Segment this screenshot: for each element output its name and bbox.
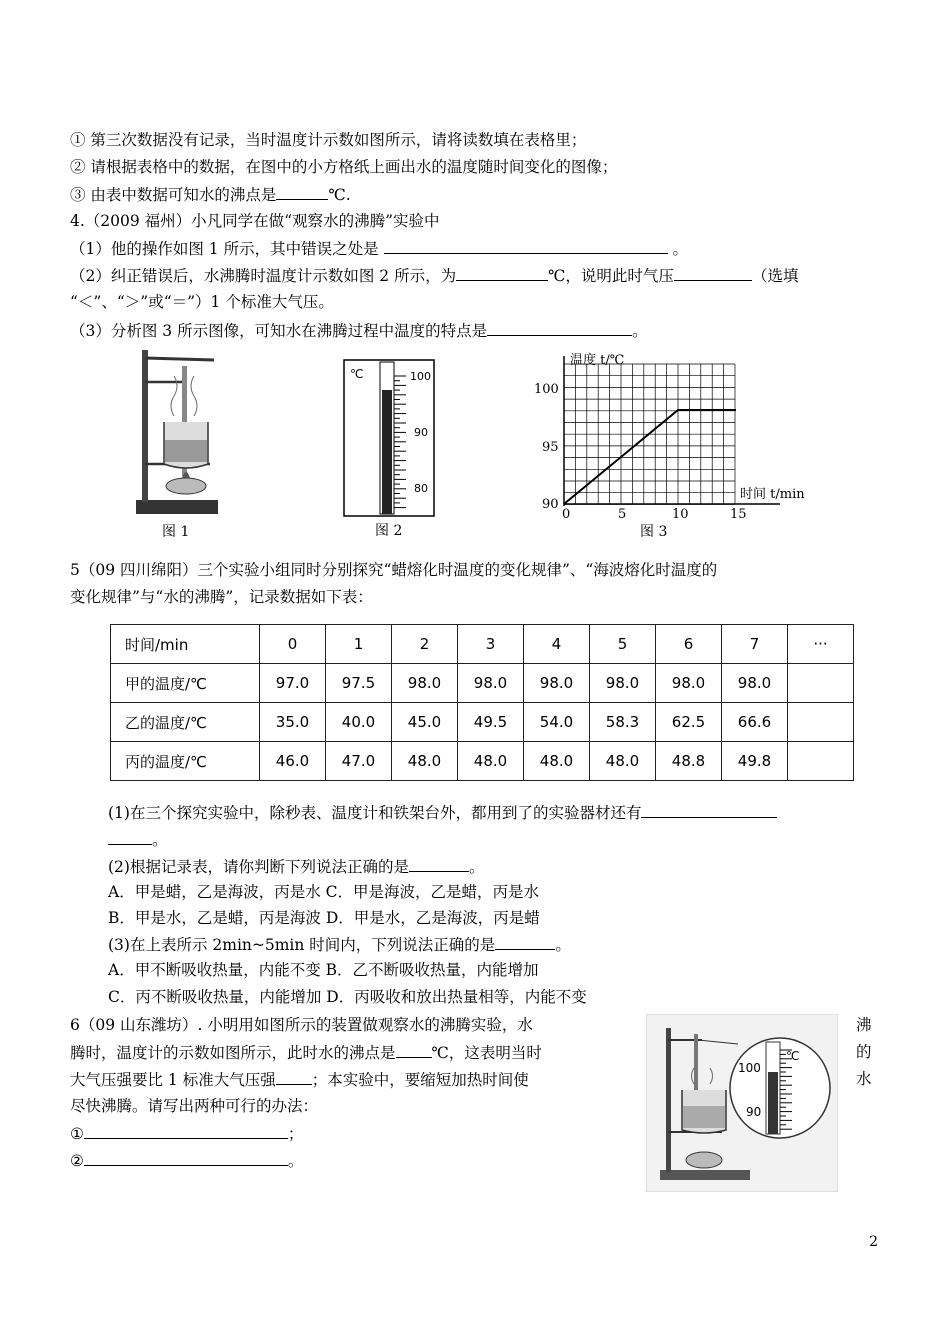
svg-text:℃: ℃: [786, 1049, 800, 1063]
text-fragment: 水: [856, 1070, 872, 1088]
table-cell: 46.0: [260, 742, 326, 781]
temperature-graph-figure-3: [530, 348, 820, 520]
text-line: 尽快沸腾。请写出两种可行的办法：: [70, 1097, 319, 1115]
text-line: （2）纠正错误后，水沸腾时温度计示数如图 2 所示，为 ℃，说明此时气压 （选填: [70, 264, 798, 287]
text-line: （3）分析图 3 所示图像，可知水在沸腾过程中温度的特点是 。: [70, 319, 648, 342]
table-row: [111, 625, 854, 664]
table-cell: 58.3: [590, 703, 656, 742]
table-cell: [788, 664, 854, 703]
answer-blank[interactable]: [409, 855, 469, 872]
boiling-apparatus-figure: [646, 1014, 838, 1192]
tick-label: 100: [738, 1061, 761, 1075]
table-cell: 98.0: [458, 664, 524, 703]
text-line: ② 。: [70, 1149, 303, 1172]
question-title: 6（09 山东潍坊）. 小明用如图所示的装置做观察水的沸腾实验，水: [70, 1016, 533, 1034]
data-table: [110, 624, 854, 781]
text-line: 大气压强要比 1 标准大气压强 ；本实验中，要缩短加热时间使: [70, 1068, 529, 1091]
table-cell: 0: [260, 625, 326, 664]
figure-caption: 图 2: [375, 523, 403, 539]
answer-blank[interactable]: [487, 319, 632, 336]
table-cell: 47.0: [326, 742, 392, 781]
table-cell: 49.5: [458, 703, 524, 742]
tick-label: 90: [746, 1105, 762, 1119]
table-cell: 98.0: [722, 664, 788, 703]
table-cell: 时间/min: [111, 625, 260, 664]
table-cell: 48.0: [458, 742, 524, 781]
table-cell: 1: [326, 625, 392, 664]
svg-text:℃: ℃: [350, 367, 364, 381]
table-cell: 6: [656, 625, 722, 664]
table-cell: 5: [590, 625, 656, 664]
tick-label: 90: [542, 497, 559, 512]
tick-label: 10: [672, 507, 689, 520]
table-cell: 45.0: [392, 703, 458, 742]
table-cell: 48.0: [590, 742, 656, 781]
answer-blank[interactable]: [641, 801, 777, 818]
table-cell: 98.0: [590, 664, 656, 703]
answer-blank[interactable]: [108, 828, 152, 845]
text-line: (1)在三个探究实验中，除秒表、温度计和铁架台外，都用到了的实验器材还有: [108, 801, 777, 824]
tick-label: 100: [534, 382, 559, 397]
text-line: (3)在上表所示 2min~5min 时间内，下列说法正确的是 。: [108, 933, 571, 956]
text-line: ① ；: [70, 1122, 303, 1145]
text-line: 变化规律”与“水的沸腾”，记录数据如下表：: [70, 588, 373, 606]
answer-blank[interactable]: [84, 1149, 288, 1166]
option-line: A．甲是蜡，乙是海波，丙是水 C．甲是海波，乙是蜡，丙是水: [108, 883, 539, 901]
table-cell: 49.8: [722, 742, 788, 781]
tick-label: 100: [410, 370, 431, 383]
table-cell: 乙的温度/℃: [111, 703, 260, 742]
table-cell: [788, 703, 854, 742]
answer-blank[interactable]: [384, 237, 668, 254]
table-cell: 98.0: [392, 664, 458, 703]
table-cell: 97.5: [326, 664, 392, 703]
table-row: [111, 703, 854, 742]
tick-label: 90: [414, 426, 428, 439]
answer-blank[interactable]: [456, 264, 548, 281]
y-axis-label: 温度 t/℃: [570, 353, 625, 368]
text-line: (2)根据记录表，请你判断下列说法正确的是 。: [108, 855, 484, 878]
table-cell: 3: [458, 625, 524, 664]
text-line: （1）他的操作如图 1 所示，其中错误之处是 。: [70, 237, 688, 260]
table-cell: 97.0: [260, 664, 326, 703]
answer-blank[interactable]: [495, 933, 555, 950]
figure-caption: 图 3: [640, 524, 668, 540]
answer-blank[interactable]: [396, 1041, 432, 1058]
table-cell: 48.0: [392, 742, 458, 781]
text-line: “＜”、“＞”或“＝”）1 个标准大气压。: [70, 293, 334, 311]
tick-label: 15: [730, 507, 747, 520]
tick-label: 0: [562, 507, 571, 520]
thermometer-figure-2: [342, 358, 438, 520]
text-line: ① 第三次数据没有记录，当时温度计示数如图所示，请将读数填在表格里；: [70, 131, 587, 149]
option-line: A．甲不断吸收热量，内能不变 B．乙不断吸收热量，内能增加: [108, 961, 539, 979]
table-cell: 98.0: [524, 664, 590, 703]
table-cell: 62.5: [656, 703, 722, 742]
text-line: ② 请根据表格中的数据，在图中的小方格纸上画出水的温度随时间变化的图像；: [70, 158, 618, 176]
answer-blank[interactable]: [674, 264, 752, 281]
table-cell: 4: [524, 625, 590, 664]
text-line: 腾时，温度计的示数如图所示，此时水的沸点是 ℃，这表明当时: [70, 1041, 542, 1064]
table-cell: 2: [392, 625, 458, 664]
x-axis-label: 时间 t/min: [740, 487, 805, 502]
question-title: 4.（2009 福州）小凡同学在做“观察水的沸腾”实验中: [70, 212, 440, 230]
page-number: 2: [869, 1234, 878, 1250]
table-cell: 35.0: [260, 703, 326, 742]
question-title: 5（09 四川绵阳）三个实验小组同时分别探究“蜡熔化时温度的变化规律”、“海波熔化时温度的: [70, 561, 718, 579]
table-cell: 甲的温度/℃: [111, 664, 260, 703]
table-row: [111, 664, 854, 703]
table-cell: 54.0: [524, 703, 590, 742]
tick-label: 5: [618, 507, 627, 520]
table-cell: [788, 742, 854, 781]
answer-blank[interactable]: [276, 1068, 312, 1085]
text-fragment: 的: [856, 1043, 872, 1061]
tick-label: 95: [542, 440, 559, 455]
text-line: 。: [108, 828, 168, 851]
table-cell: 48.8: [656, 742, 722, 781]
table-cell: 98.0: [656, 664, 722, 703]
text-line: ③ 由表中数据可知水的沸点是 ℃.: [70, 183, 351, 206]
table-cell: 48.0: [524, 742, 590, 781]
table-row: [111, 742, 854, 781]
tick-label: 80: [414, 482, 428, 495]
answer-blank[interactable]: [276, 183, 328, 200]
figure-caption: 图 1: [162, 524, 190, 540]
table-cell: 丙的温度/℃: [111, 742, 260, 781]
option-line: C．丙不断吸收热量，内能增加 D．丙吸收和放出热量相等，内能不变: [108, 988, 587, 1006]
table-cell: ···: [788, 625, 854, 664]
option-line: B．甲是水，乙是蜡，丙是海波 D．甲是水，乙是海波，丙是蜡: [108, 909, 540, 927]
answer-blank[interactable]: [84, 1122, 288, 1139]
table-cell: 66.6: [722, 703, 788, 742]
table-cell: 40.0: [326, 703, 392, 742]
table-cell: 7: [722, 625, 788, 664]
apparatus-figure-1: [130, 346, 230, 526]
text-fragment: 沸: [856, 1016, 872, 1034]
